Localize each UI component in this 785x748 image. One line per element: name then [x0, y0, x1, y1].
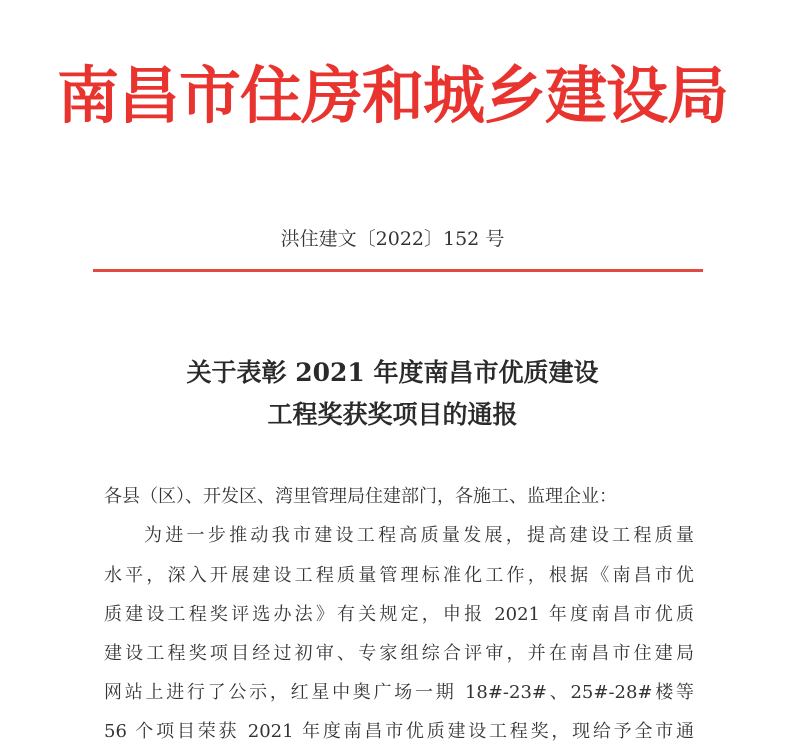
body-text-line: 56 个项目荣获 2021 年度南昌市优质建设工程奖，现给予全市通: [104, 721, 694, 742]
body-text-line: 建设工程奖项目经过初审、专家组综合评审，并在南昌市住建局: [104, 643, 694, 664]
body-text-line: 水平，深入开展建设工程质量管理标准化工作，根据《南昌市优: [104, 565, 694, 586]
body-text-line: 网站上进行了公示，红星中奥广场一期 18#-23#、25#-28#楼等: [104, 682, 694, 703]
document-number: 洪住建文〔2022〕152 号: [280, 228, 505, 250]
issuing-organization-header: 南昌市住房和城乡建设局: [56, 59, 728, 132]
body-text-line: 为进一步推动我市建设工程高质量发展，提高建设工程质量: [144, 525, 694, 546]
body-text-line: 质建设工程奖评选办法》有关规定，申报 2021 年度南昌市优质: [104, 604, 694, 625]
notice-title-line-2: 工程奖获奖项目的通报: [267, 400, 518, 429]
salutation: 各县（区）、开发区、湾里管理局住建部门，各施工、监理企业：: [104, 486, 617, 507]
red-divider-line: [93, 269, 703, 272]
notice-title-line-1: 关于表彰 2021 年度南昌市优质建设: [186, 358, 599, 387]
